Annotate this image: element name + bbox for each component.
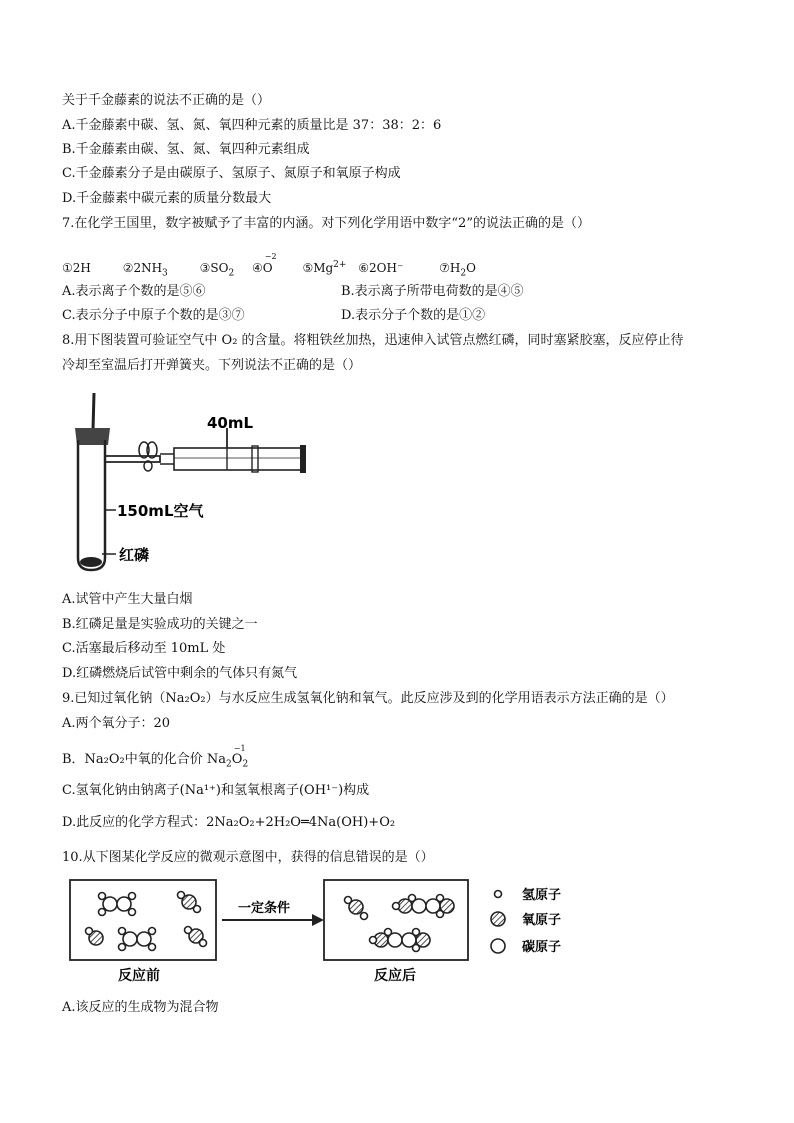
legend-oxygen: 氧原子 <box>522 913 562 928</box>
q7-item-1: ①2H <box>62 261 91 275</box>
legend <box>491 887 561 955</box>
q8-option-a: A.试管中产生大量白烟 <box>62 592 193 607</box>
after-box <box>324 880 468 960</box>
q7-stem: 7.在化学王国里，数字被赋予了丰富的内涵。对下列化学用语中数字“2”的说法正确的是（） <box>62 216 590 231</box>
q9-stem: 9.已知过氧化钠（Na₂O₂）与水反应生成氢氧化钠和氧气。此反应涉及到的化学用语表示方法正确的是（） <box>62 691 674 706</box>
label-before: 反应前 <box>118 968 160 984</box>
q9-option-d: D.此反应的化学方程式：2Na₂O₂+2H₂O═4Na(OH)+O₂ <box>62 815 396 830</box>
legend-hydrogen-symbol <box>495 891 502 898</box>
q8-stem-line2: 冷却至室温后打开弹簧夹。下列说法不正确的是（） <box>62 358 362 373</box>
q7-option-a: A.表示离子个数的是⑤⑥ <box>62 284 206 299</box>
iron-wire <box>93 393 94 430</box>
q7-item-4: ④ −2 O <box>252 252 277 275</box>
q10-stem: 10.从下图某化学反应的微观示意图中，获得的信息错误的是（） <box>62 850 434 865</box>
q8-apparatus-figure <box>62 390 322 580</box>
q9-option-b: B．Na₂O₂中氧的化合价 $Na_2$ −1 $O_2$ <box>62 744 249 770</box>
label-syringe-volume: 40mL <box>207 414 254 432</box>
q10-option-a: A.该反应的生成物为混合物 <box>62 1000 219 1015</box>
legend-carbon-symbol <box>491 939 505 953</box>
q10-reaction-figure <box>62 874 592 992</box>
q9-option-a: A.两个氧分子：20 <box>62 716 171 731</box>
label-after: 反应后 <box>374 968 416 984</box>
test-tube <box>78 440 105 570</box>
q8-option-b: B.红磷足量是实验成功的关键之一 <box>62 617 258 632</box>
label-condition: 一定条件 <box>238 901 291 916</box>
legend-hydrogen: 氢原子 <box>522 888 562 903</box>
after-molecules <box>345 895 455 952</box>
q7-option-c: C.表示分子中原子个数的是③⑦ <box>62 308 245 323</box>
label-air-volume: 150mL空气 <box>117 502 204 520</box>
before-molecules <box>86 892 207 951</box>
q6-option-c: C.千金藤素分子是由碳原子、氢原子、氮原子和氧原子构成 <box>62 166 401 181</box>
q7-item-2: $②2NH_3$ <box>122 261 168 279</box>
q6-option-b: B.千金藤素由碳、氢、氮、氧四种元素组成 <box>62 142 310 157</box>
before-box <box>70 880 216 960</box>
syringe <box>160 445 306 473</box>
red-phosphorus <box>80 557 102 567</box>
q8-option-c: C.活塞最后移动至 10mL 处 <box>62 641 226 656</box>
q7-item-3: $③SO_2$ <box>199 261 235 279</box>
q6-option-d: D.千金藤素中碳元素的质量分数最大 <box>62 191 272 206</box>
q7-item-7: $⑦H_2O$ <box>439 261 476 279</box>
legend-oxygen-symbol <box>491 912 505 926</box>
q7-item-6: ⑥2OH⁻ <box>358 261 404 275</box>
q7-option-b: B.表示离子所带电荷数的是④⑤ <box>341 284 524 299</box>
connecting-tube <box>105 456 160 462</box>
q6-option-a: A.千金藤素中碳、氢、氮、氧四种元素的质量比是 37：38：2：6 <box>62 118 442 133</box>
q7-items <box>62 252 476 281</box>
q7-item-5: $⑤Mg^{2+}$ <box>302 260 347 275</box>
q9-option-c: C.氢氧化钠由钠离子(Na¹⁺)和氢氧根离子(OH¹⁻)构成 <box>62 783 370 798</box>
legend-carbon: 碳原子 <box>522 940 562 955</box>
q7-option-d: D.表示分子个数的是①② <box>341 308 486 323</box>
q6-stem: 关于千金藤素的说法不正确的是（） <box>62 93 271 108</box>
label-red-phosphorus: 红磷 <box>119 546 150 564</box>
q8-option-d: D.红磷燃烧后试管中剩余的气体只有氮气 <box>62 666 298 681</box>
q8-stem-line1: 8.用下图装置可验证空气中 O₂ 的含量。将粗铁丝加热，迅速伸入试管点燃红磷，同时塞紧胶塞，反应停止待 <box>62 333 684 348</box>
